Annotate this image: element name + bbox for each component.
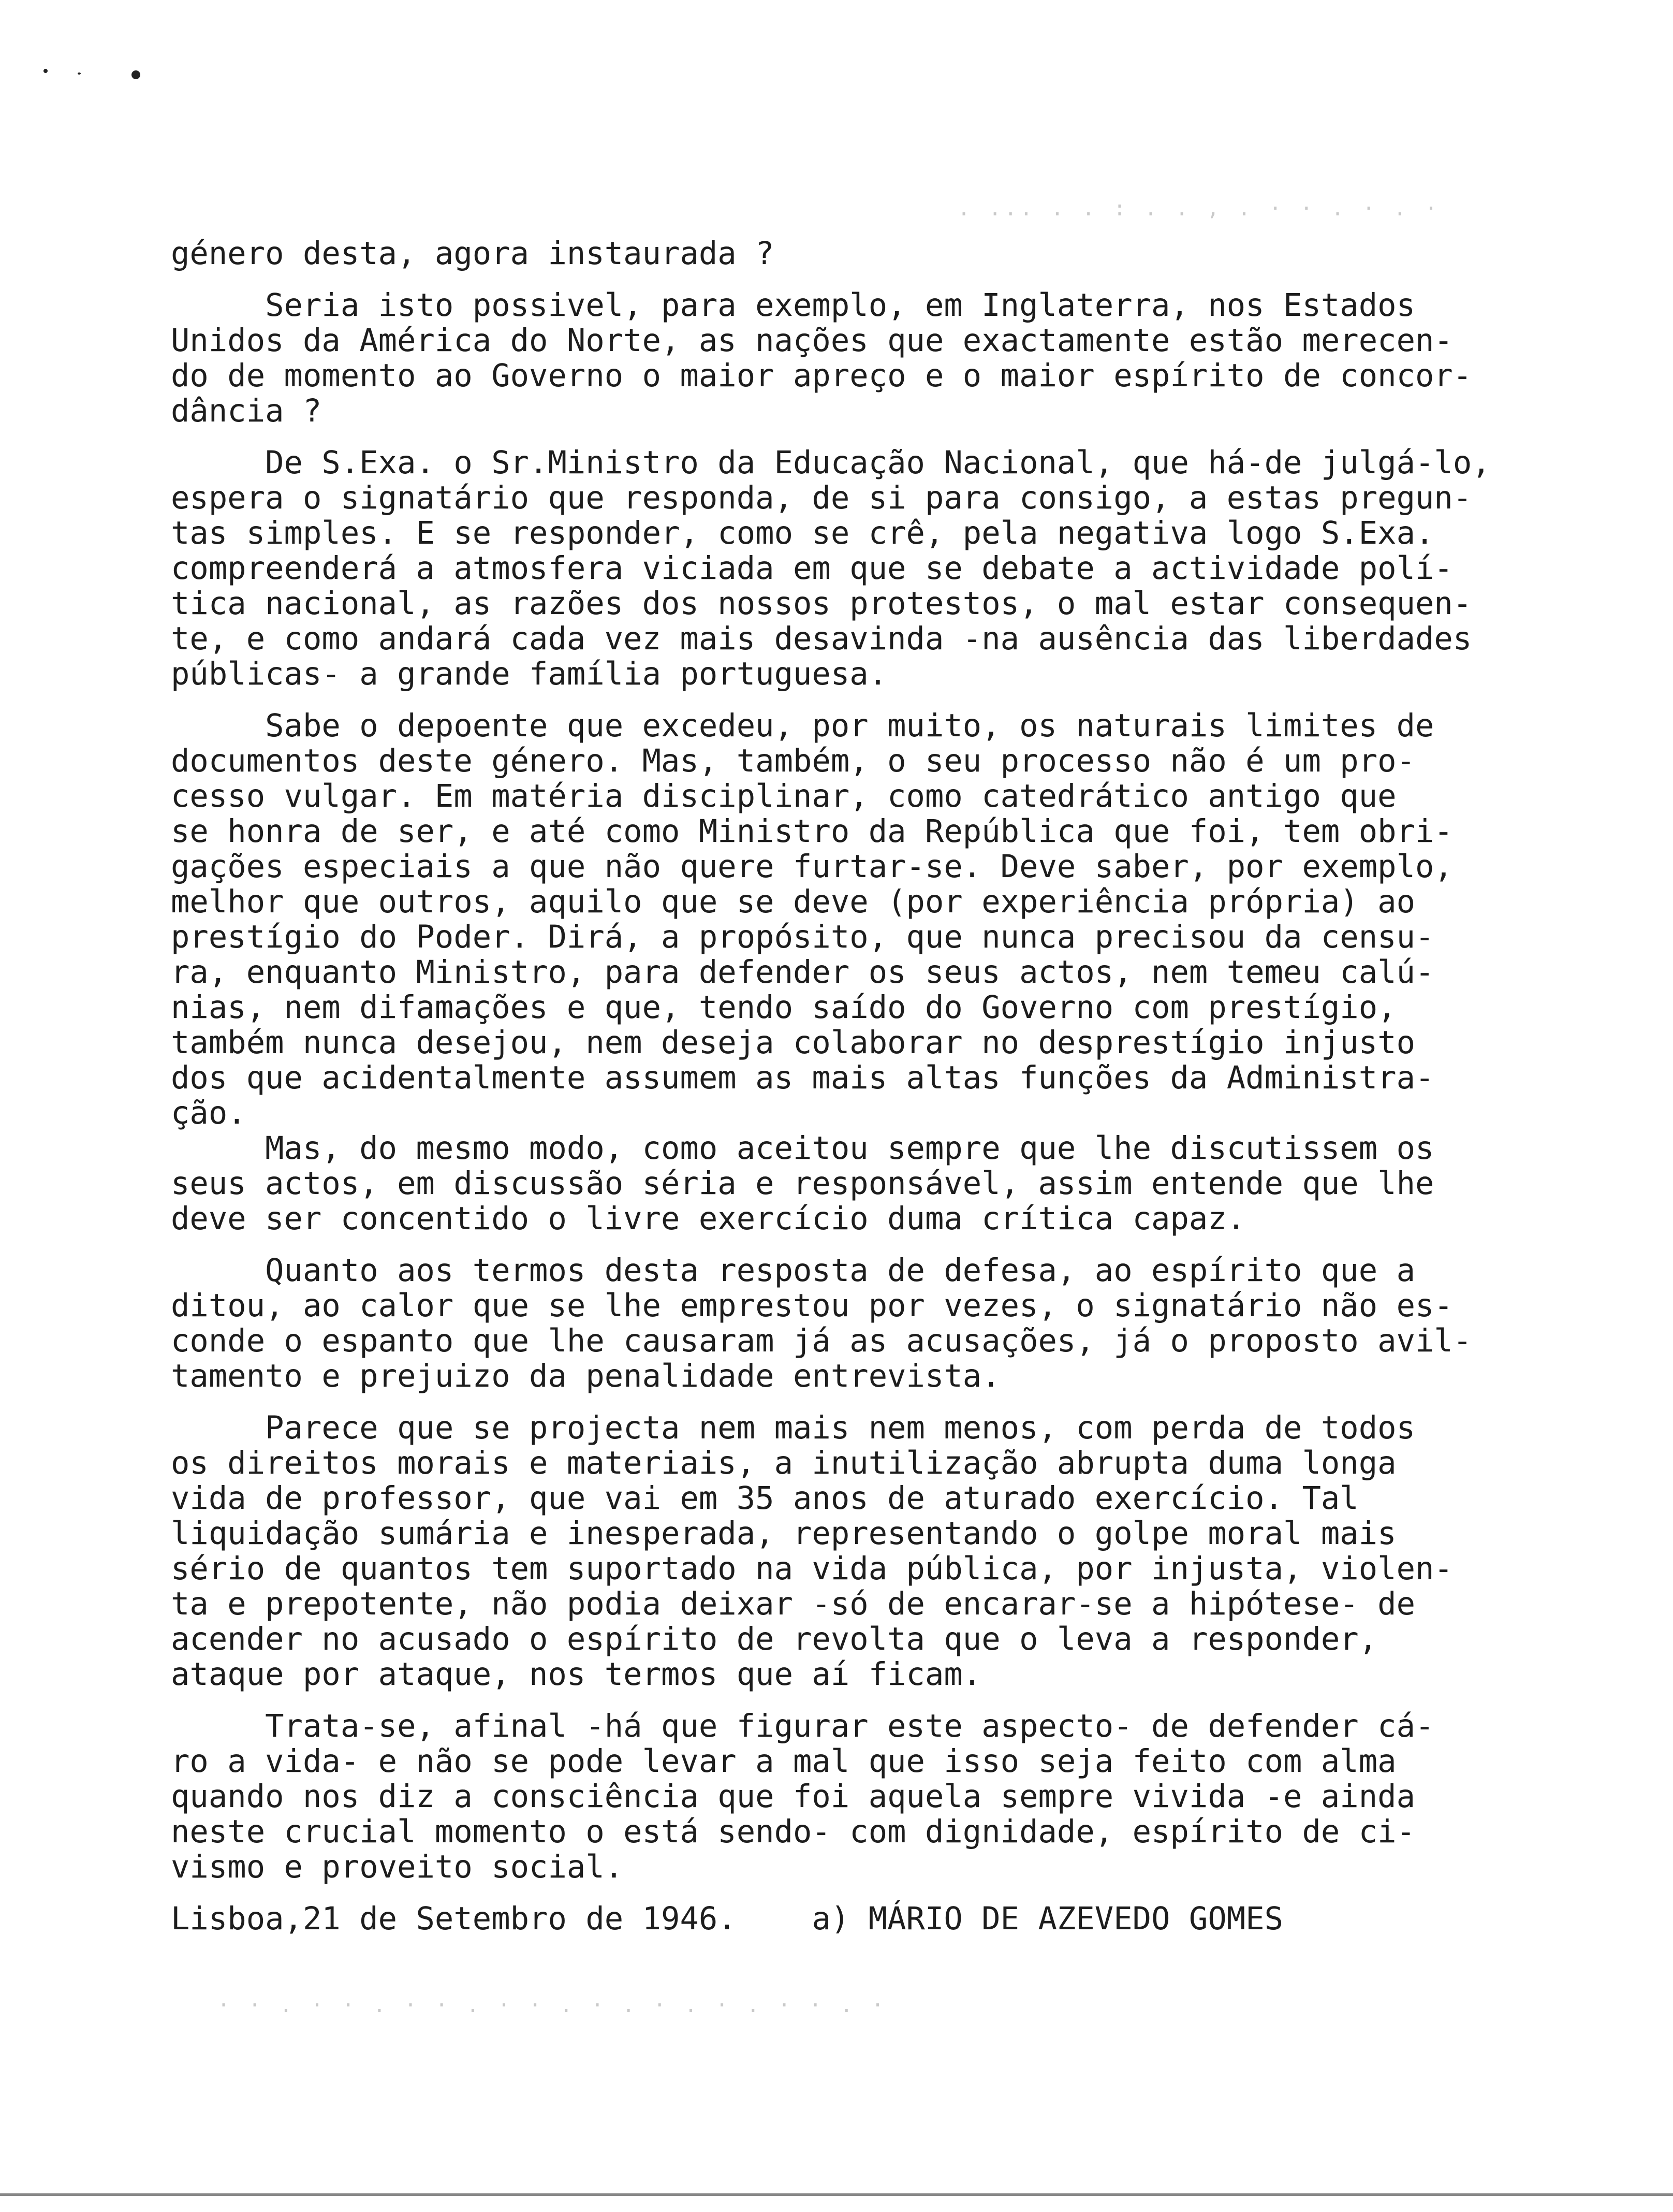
text-line: ro a vida- e não se pode levar a mal que isso seja feito com alma (171, 1743, 1397, 1780)
text-line: gações especiais a que não quere furtar-se. Deve saber, por exemplo, (171, 849, 1453, 885)
paragraph (171, 1253, 1620, 1394)
text-line: Seria isto possivel, para exemplo, em Inglaterra, nos Estados (171, 287, 1415, 324)
text-line: espera o signatário que responda, de si para consigo, a estas pregun- (171, 480, 1472, 516)
text-line: vida de professor, que vai em 35 anos de aturado exercício. Tal (171, 1480, 1359, 1517)
text-line: ta e prepotente, não podia deixar -só de encarar-se a hipótese- de (171, 1586, 1415, 1622)
text-line: deve ser concentido o livre exercício duma crítica capaz. (171, 1201, 1246, 1237)
text-line: tamento e prejuizo da penalidade entrevista. (171, 1358, 1001, 1394)
paragraph (171, 1709, 1620, 1885)
paragraph (171, 288, 1620, 429)
text-line: públicas- a grande família portuguesa. (171, 656, 888, 692)
text-line: De S.Exa. o Sr.Ministro da Educação Nacional, que há-de julgá-lo, (171, 445, 1491, 481)
text-line: cesso vulgar. Em matéria disciplinar, como catedrático antigo que (171, 778, 1397, 814)
text-line: Trata-se, afinal -há que figurar este aspecto- de defender cá- (171, 1708, 1434, 1744)
text-line: conde o espanto que lhe causaram já as acusações, já o proposto avil- (171, 1323, 1472, 1359)
text-line: Parece que se projecta nem mais nem menos, com perda de todos (171, 1410, 1415, 1446)
ink-speck (78, 72, 81, 75)
show-through-mark: . ... . . : . . , . · · . · . · (958, 197, 1441, 221)
text-line: Quanto aos termos desta resposta de defesa, ao espírito que a (171, 1253, 1415, 1289)
text-line: dos que acidentalmente assumem as mais altas funções da Administra- (171, 1060, 1434, 1096)
text-line: Mas, do mesmo modo, como aceitou sempre que lhe discutissem os (171, 1130, 1434, 1167)
ink-speck (43, 69, 48, 73)
text-line: tica nacional, as razões dos nossos protestos, o mal estar consequen- (171, 586, 1472, 622)
text-line: do de momento ao Governo o maior apreço e o maior espírito de concor- (171, 358, 1472, 394)
closing-line (171, 1901, 1620, 1937)
show-through-mark: · · . · · . · · . · · . · . · . · . · · . · (217, 1993, 887, 2017)
paragraph (171, 708, 1620, 1131)
text-line: sério de quantos tem suportado na vida pública, por injusta, violen- (171, 1551, 1453, 1587)
letter-body (171, 236, 1620, 1937)
text-line: nias, nem difamações e que, tendo saído do Governo com prestígio, (171, 989, 1397, 1026)
place-date: Lisboa,21 de Setembro de 1946. (171, 1901, 737, 1937)
signature: a) MÁRIO DE AZEVEDO GOMES (812, 1901, 1284, 1937)
text-line: documentos deste género. Mas, também, o seu processo não é um pro- (171, 743, 1415, 779)
heading-line: género desta, agora instaurada ? (171, 236, 774, 272)
text-line: compreenderá a atmosfera viciada em que se debate a actividade polí- (171, 550, 1453, 587)
text-line: quando nos diz a consciência que foi aquela sempre vivida -e ainda (171, 1779, 1415, 1815)
paragraph (171, 1131, 1620, 1236)
page-bottom-edge (0, 2193, 1673, 2196)
ink-speck (131, 70, 140, 79)
text-line: tas simples. E se responder, como se crê, pela negativa logo S.Exa. (171, 515, 1434, 551)
text-line: ra, enquanto Ministro, para defender os seus actos, nem temeu calú- (171, 954, 1434, 991)
text-line: prestígio do Poder. Dirá, a propósito, que nunca precisou da censu- (171, 919, 1434, 955)
text-line: neste crucial momento o está sendo- com dignidade, espírito de ci- (171, 1814, 1415, 1850)
text-line: ditou, ao calor que se lhe emprestou por vezes, o signatário não es- (171, 1288, 1453, 1324)
text-line: melhor que outros, aquilo que se deve (por experiência própria) ao (171, 884, 1415, 920)
text-line: Unidos da América do Norte, as nações que exactamente estão merecen- (171, 323, 1453, 359)
paragraph (171, 445, 1620, 692)
text-line: dância ? (171, 393, 322, 429)
text-line: se honra de ser, e até como Ministro da República que foi, tem obri- (171, 813, 1453, 850)
paragraph (171, 1410, 1620, 1692)
text-line: liquidação sumária e inesperada, representando o golpe moral mais (171, 1516, 1397, 1552)
text-line: os direitos morais e materiais, a inutilização abrupta duma longa (171, 1445, 1397, 1481)
text-line: ataque por ataque, nos termos que aí ficam. (171, 1656, 982, 1693)
text-line: Sabe o depoente que excedeu, por muito, os naturais limites de (171, 708, 1434, 744)
text-line: te, e como andará cada vez mais desavinda -na ausência das liberdades (171, 621, 1472, 657)
text-line: seus actos, em discussão séria e responsável, assim entende que lhe (171, 1166, 1434, 1202)
text-line: vismo e proveito social. (171, 1849, 624, 1885)
text-line: acender no acusado o espírito de revolta que o leva a responder, (171, 1621, 1378, 1657)
text-line: ção. (171, 1095, 246, 1131)
text-line: também nunca desejou, nem deseja colaborar no desprestígio injusto (171, 1025, 1415, 1061)
